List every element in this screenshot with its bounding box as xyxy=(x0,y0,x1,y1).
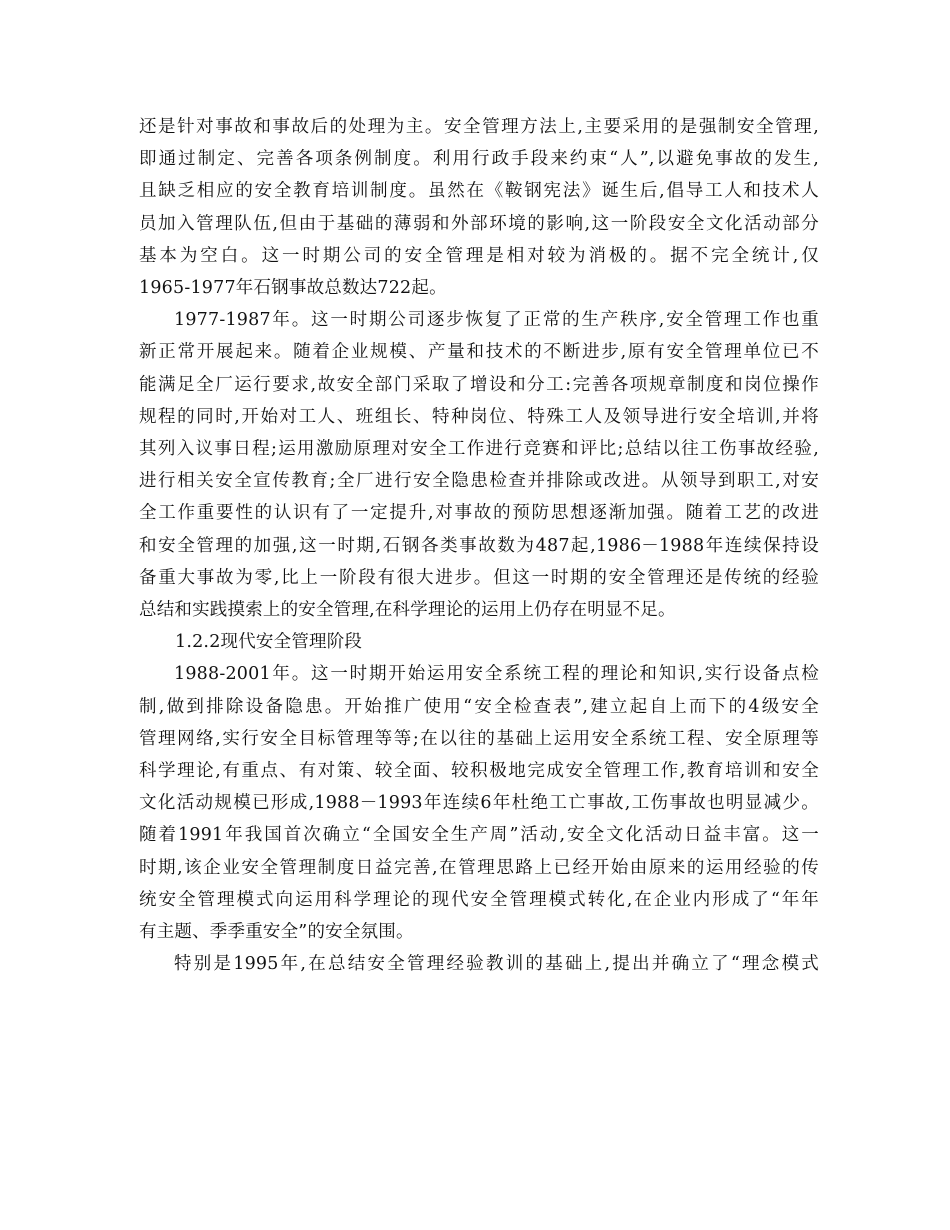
text-line: 还是针对事故和事故后的处理为主。安全管理方法上,主要采用的是强制安全管理, xyxy=(139,117,819,137)
text-line: 基本为空白。这一时期公司的安全管理是相对较为消极的。据不完全统计,仅 xyxy=(139,245,819,266)
text-line: 新正常开展起来。随着企业规模、产量和技术的不断进步,原有安全管理单位已不 xyxy=(139,342,819,363)
text-line: 全工作重要性的认识有了一定提升,对事故的预防思想逐渐加强。随着工艺的改进 xyxy=(139,503,819,524)
paragraph-accident-handling xyxy=(139,111,819,304)
text-line: 1977-1987年。这一时期公司逐步恢复了正常的生产秩序,安全管理工作也重 xyxy=(174,310,819,331)
text-line: 规程的同时,开始对工人、班组长、特种岗位、特殊工人及领导进行安全培训,并将 xyxy=(139,406,819,427)
text-line: 时期,该企业安全管理制度日益完善,在管理思路上已经开始由原来的运用经验的传 xyxy=(139,857,819,878)
text-line: 有主题、季季重安全”的安全氛围。 xyxy=(139,922,414,943)
text-line: 文化活动规模已形成,1988－1993年连续6年杜绝工亡事故,工伤事故也明显减少。 xyxy=(139,793,819,814)
document-body xyxy=(139,111,819,980)
paragraph-1995 xyxy=(139,948,819,980)
text-line: 特别是1995年,在总结安全管理经验教训的基础上,提出并确立了“理念模式 xyxy=(174,954,819,975)
text-line: 1988-2001年。这一时期开始运用安全系统工程的理论和知识,实行设备点检 xyxy=(174,664,819,685)
text-line: 制,做到排除设备隐患。开始推广使用“安全检查表”,建立起自上而下的4级安全 xyxy=(139,696,819,717)
text-line: 科学理论,有重点、有对策、较全面、较积极地完成安全管理工作,教育培训和安全 xyxy=(139,761,819,782)
text-line: 统安全管理模式向运用科学理论的现代安全管理模式转化,在企业内形成了“年年 xyxy=(139,889,819,910)
text-line: 其列入议事日程;运用激励原理对安全工作进行竞赛和评比;总结以往工伤事故经验, xyxy=(139,439,819,460)
text-line: 总结和实践摸索上的安全管理,在科学理论的运用上仍存在明显不足。 xyxy=(139,600,676,621)
paragraph-1988-2001 xyxy=(139,658,819,948)
text-line: 备重大事故为零,比上一阶段有很大进步。但这一时期的安全管理还是传统的经验 xyxy=(139,567,819,588)
text-line: 员加入管理队伍,但由于基础的薄弱和外部环境的影响,这一阶段安全文化活动部分 xyxy=(139,213,819,234)
text-line: 且缺乏相应的安全教育培训制度。虽然在《鞍钢宪法》诞生后,倡导工人和技术人 xyxy=(139,181,819,202)
text-line: 管理网络,实行安全目标管理等等;在以往的基础上运用安全系统工程、安全原理等 xyxy=(139,728,819,749)
text-line: 进行相关安全宣传教育;全厂进行安全隐患检查并排除或改进。从领导到职工,对安 xyxy=(139,471,819,492)
text-line: 能满足全厂运行要求,故安全部门采取了增设和分工:完善各项规章制度和岗位操作 xyxy=(139,374,819,395)
text-line: 1965-1977年石钢事故总数达722起。 xyxy=(139,278,447,299)
section-heading: 1.2.2现代安全管理阶段 xyxy=(175,632,363,653)
text-line: 即通过制定、完善各项条例制度。利用行政手段来约束“人”,以避免事故的发生, xyxy=(139,149,819,170)
text-line: 随着1991年我国首次确立“全国安全生产周”活动,安全文化活动日益丰富。这一 xyxy=(139,825,819,846)
paragraph-1977-1987 xyxy=(139,304,819,626)
text-line: 和安全管理的加强,这一时期,石钢各类事故数为487起,1986－1988年连续保持设 xyxy=(139,535,819,556)
